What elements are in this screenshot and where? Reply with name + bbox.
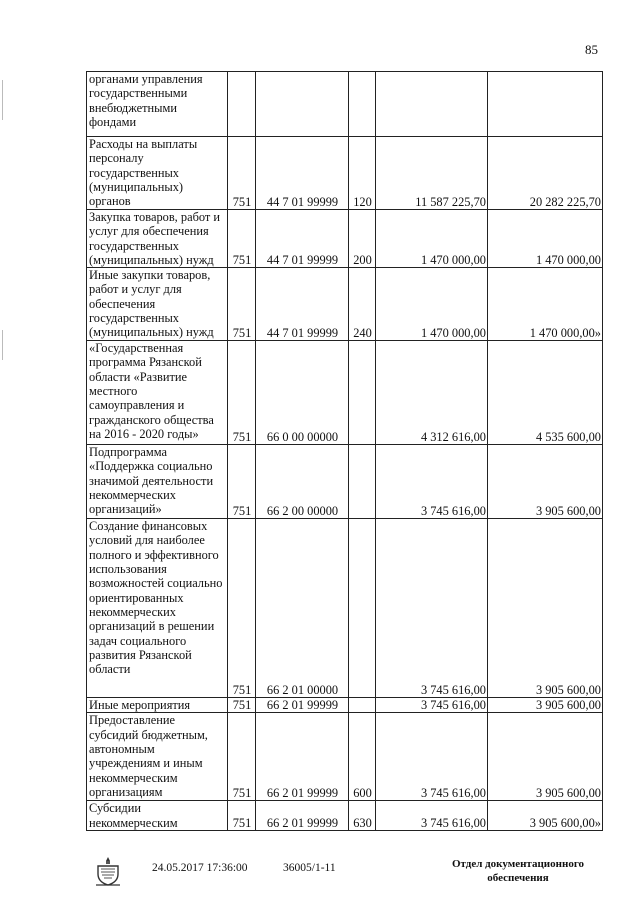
amount-year1-cell: 1 470 000,00 xyxy=(376,210,488,268)
expense-type-cell: 120 xyxy=(349,137,376,210)
target-article-cell xyxy=(256,72,349,137)
row-name-cell: Иные закупки товаров, работ и услуг для обеспечения государственных (муниципальных) нужд xyxy=(87,268,228,341)
table-row xyxy=(87,210,603,268)
ved-code-cell: 751 xyxy=(228,801,256,831)
table-row xyxy=(87,713,603,801)
expense-type-cell: 200 xyxy=(349,210,376,268)
amount-year1-cell: 3 745 616,00 xyxy=(376,519,488,698)
ved-code-cell: 751 xyxy=(228,698,256,713)
amount-year1-cell xyxy=(376,72,488,137)
table-row xyxy=(87,268,603,341)
scan-edge-mark xyxy=(2,80,3,120)
target-article-cell: 44 7 01 99999 xyxy=(256,210,349,268)
table-row xyxy=(87,698,603,713)
ved-code-cell: 751 xyxy=(228,210,256,268)
expense-type-cell xyxy=(349,698,376,713)
row-name-cell: Субсидии некоммерческим xyxy=(87,801,228,831)
amount-year2-cell: 20 282 225,70 xyxy=(488,137,603,210)
coat-of-arms-icon xyxy=(95,856,121,886)
target-article-cell: 66 2 00 00000 xyxy=(256,445,349,519)
ved-code-cell: 751 xyxy=(228,713,256,801)
target-article-cell: 66 0 00 00000 xyxy=(256,341,349,445)
budget-table xyxy=(86,71,603,831)
target-article-cell: 66 2 01 99999 xyxy=(256,698,349,713)
row-name-cell: Закупка товаров, работ и услуг для обеспечения государственных (муниципальных) нужд xyxy=(87,210,228,268)
row-name-cell: Предоставление субсидий бюджетным, автономным учреждениям и иным некоммерческим организациям xyxy=(87,713,228,801)
table-row xyxy=(87,445,603,519)
ved-code-cell: 751 xyxy=(228,341,256,445)
expense-type-cell: 600 xyxy=(349,713,376,801)
scan-edge-mark xyxy=(2,330,3,360)
expense-type-cell: 630 xyxy=(349,801,376,831)
amount-year2-cell: 1 470 000,00 xyxy=(488,210,603,268)
target-article-cell: 66 2 01 99999 xyxy=(256,801,349,831)
expense-type-cell xyxy=(349,72,376,137)
expense-type-cell xyxy=(349,445,376,519)
target-article-cell: 44 7 01 99999 xyxy=(256,137,349,210)
amount-year2-cell xyxy=(488,72,603,137)
row-name-cell: «Государственная программа Рязанской области «Развитие местного самоуправления и гражданского общества на 2016 - 2020 годы» xyxy=(87,341,228,445)
ved-code-cell: 751 xyxy=(228,519,256,698)
amount-year2-cell: 3 905 600,00» xyxy=(488,801,603,831)
footer-department-line2: обеспечения xyxy=(487,872,549,884)
table-row xyxy=(87,519,603,698)
amount-year2-cell: 3 905 600,00 xyxy=(488,698,603,713)
amount-year1-cell: 3 745 616,00 xyxy=(376,801,488,831)
row-name-cell: органами управления государственными внебюджетными фондами xyxy=(87,72,228,137)
amount-year2-cell: 4 535 600,00 xyxy=(488,341,603,445)
amount-year1-cell: 11 587 225,70 xyxy=(376,137,488,210)
ved-code-cell xyxy=(228,72,256,137)
amount-year2-cell: 3 905 600,00 xyxy=(488,519,603,698)
table-row xyxy=(87,72,603,137)
page-number: 85 xyxy=(585,42,598,57)
footer-department-line1: Отдел документационного xyxy=(451,858,585,870)
row-name-cell: Иные мероприятия xyxy=(87,698,228,713)
ved-code-cell: 751 xyxy=(228,268,256,341)
target-article-cell: 66 2 01 99999 xyxy=(256,713,349,801)
ved-code-cell: 751 xyxy=(228,137,256,210)
footer-department xyxy=(448,857,588,885)
footer-datetime: 24.05.2017 17:36:00 xyxy=(152,862,248,874)
row-name-cell: Создание финансовых условий для наиболее полного и эффективного использования возможностей социально ориентированных некоммерческих организаций в решении задач социального развития Рязанской области xyxy=(87,519,228,698)
target-article-cell: 66 2 01 00000 xyxy=(256,519,349,698)
footer-registration-number: 36005/1-11 xyxy=(283,862,336,874)
table-row xyxy=(87,801,603,831)
row-name-cell: Расходы на выплаты персоналу государственных (муниципальных) органов xyxy=(87,137,228,210)
table-row xyxy=(87,341,603,445)
target-article-cell: 44 7 01 99999 xyxy=(256,268,349,341)
table-row xyxy=(87,137,603,210)
amount-year1-cell: 3 745 616,00 xyxy=(376,698,488,713)
amount-year1-cell: 1 470 000,00 xyxy=(376,268,488,341)
amount-year2-cell: 3 905 600,00 xyxy=(488,445,603,519)
expense-type-cell xyxy=(349,519,376,698)
amount-year1-cell: 4 312 616,00 xyxy=(376,341,488,445)
ved-code-cell: 751 xyxy=(228,445,256,519)
amount-year2-cell: 3 905 600,00 xyxy=(488,713,603,801)
expense-type-cell: 240 xyxy=(349,268,376,341)
expense-type-cell xyxy=(349,341,376,445)
row-name-cell: Подпрограмма «Поддержка социально значимой деятельности некоммерческих организаций» xyxy=(87,445,228,519)
amount-year2-cell: 1 470 000,00» xyxy=(488,268,603,341)
amount-year1-cell: 3 745 616,00 xyxy=(376,445,488,519)
amount-year1-cell: 3 745 616,00 xyxy=(376,713,488,801)
